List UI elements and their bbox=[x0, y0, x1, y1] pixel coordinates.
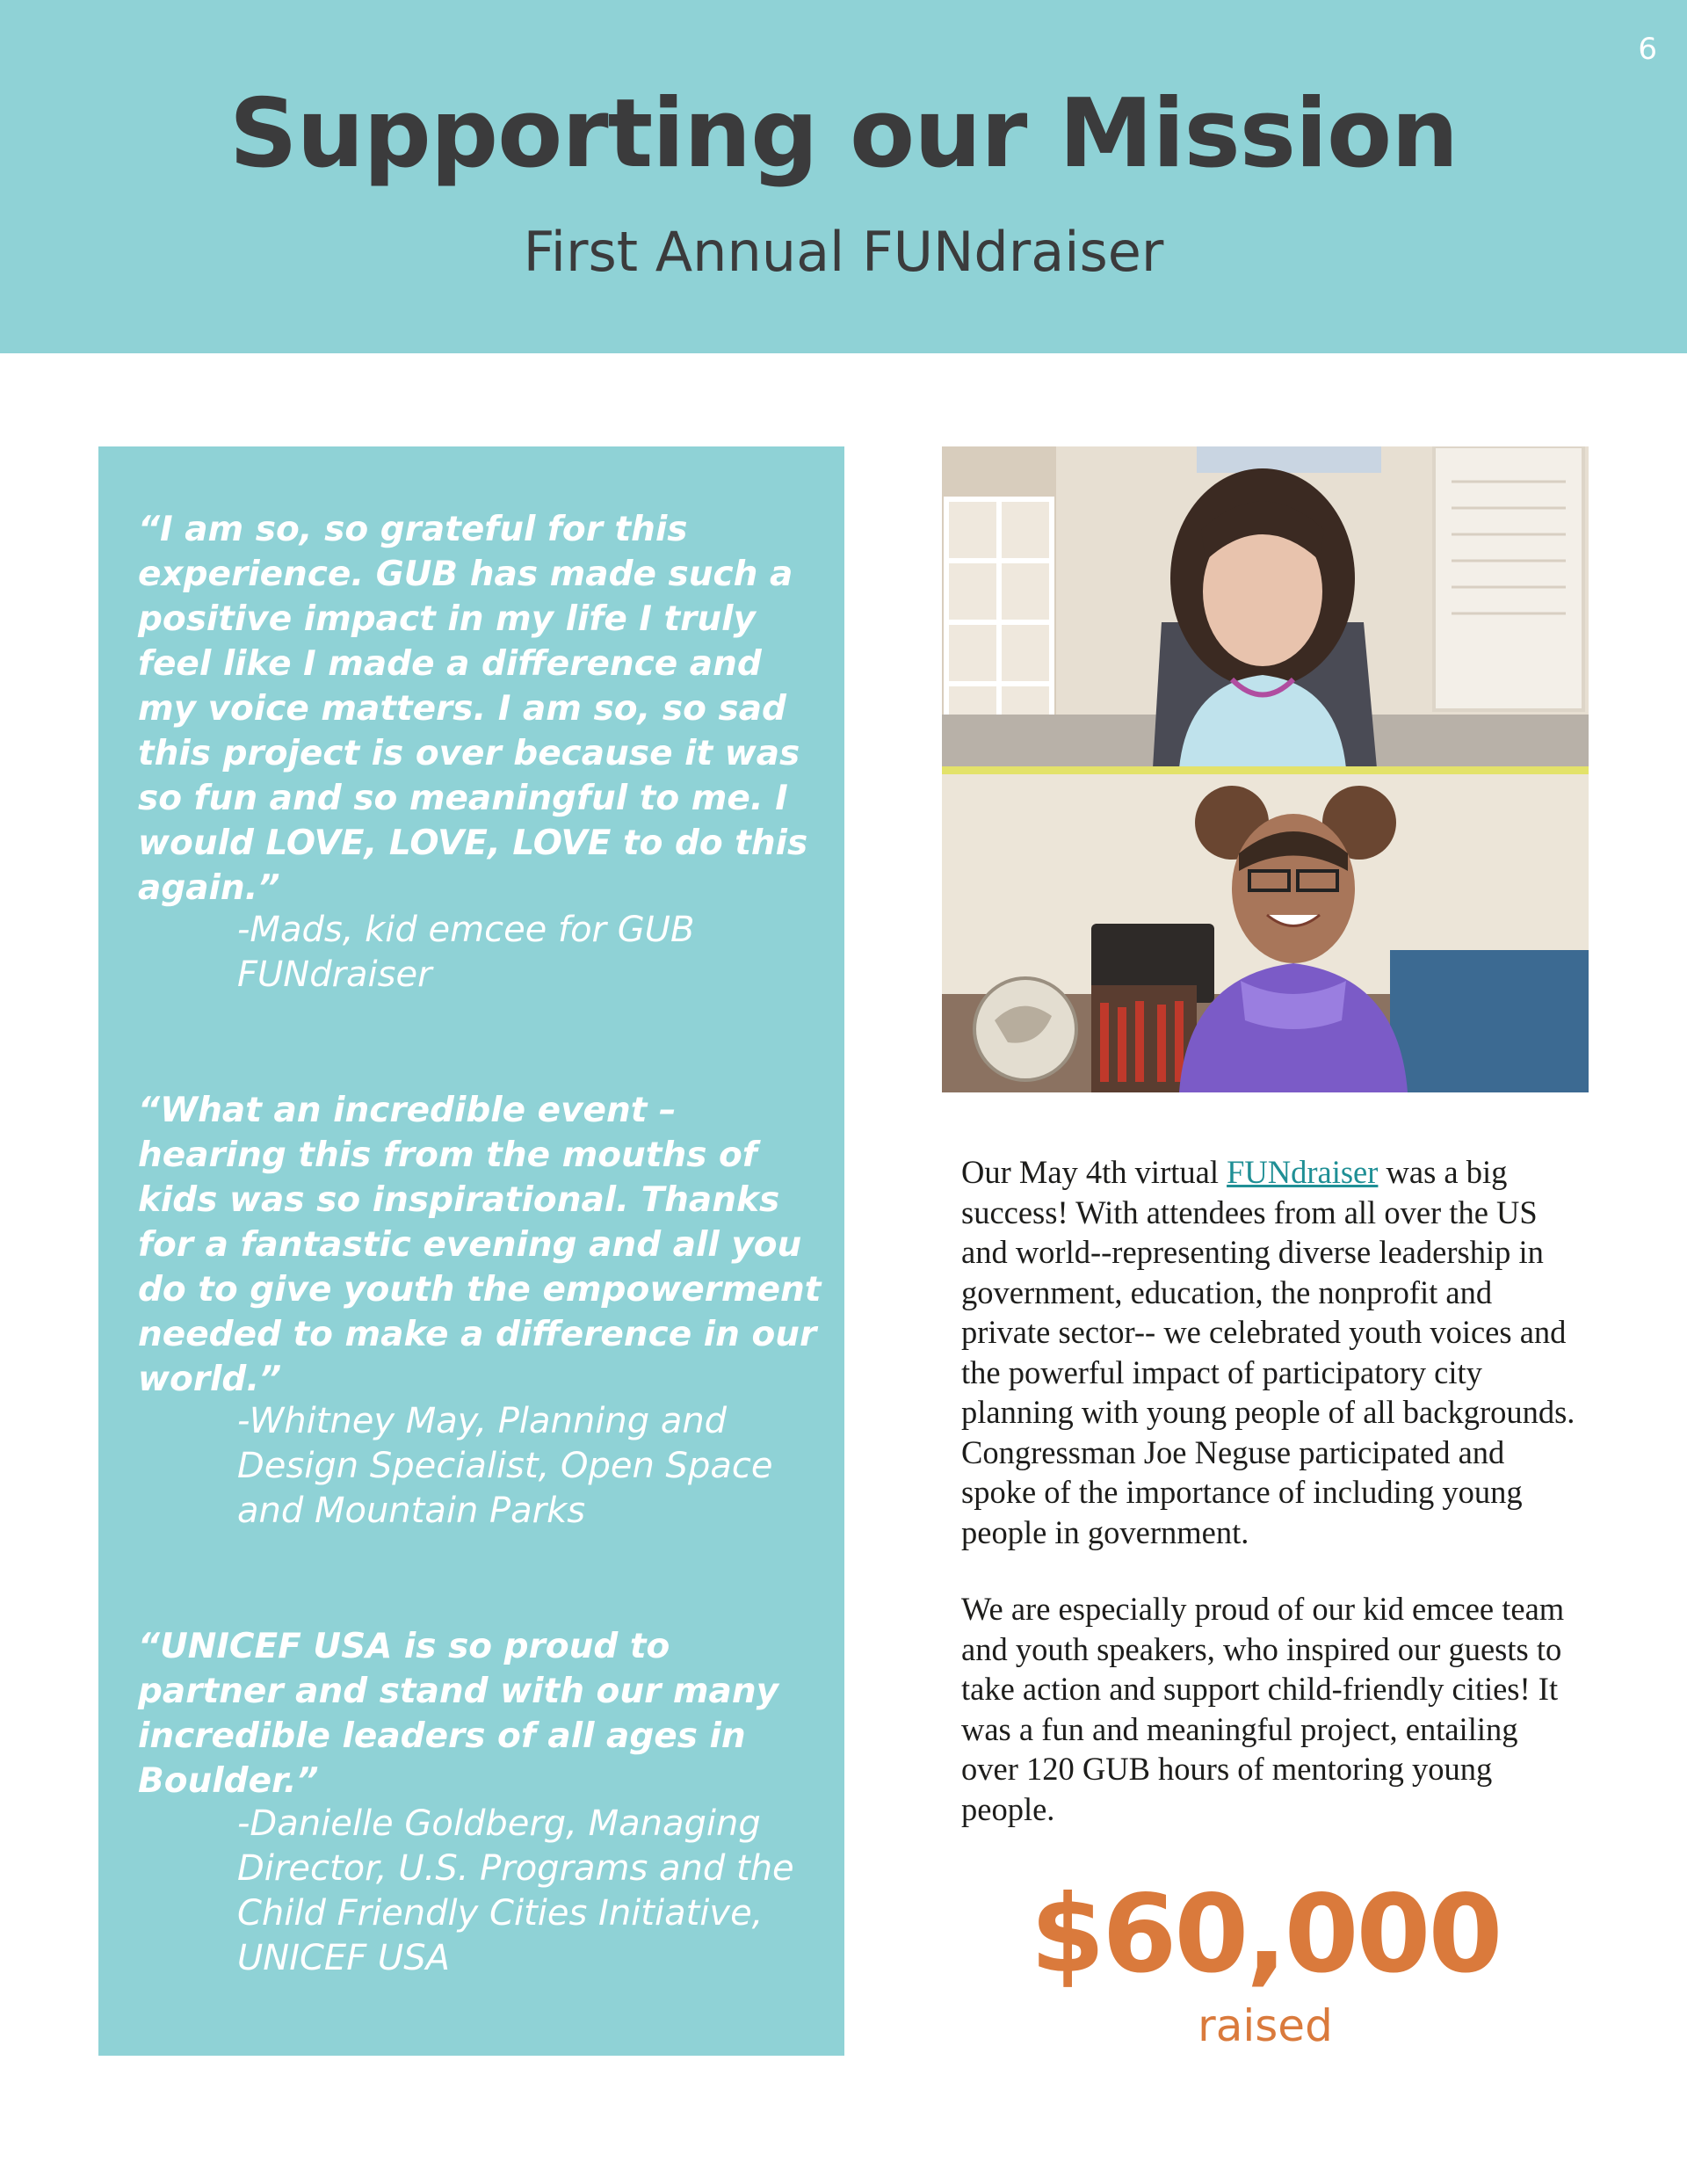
fundraiser-link[interactable]: FUNdraiser bbox=[1227, 1154, 1379, 1190]
testimonial-quote: “I am so, so grateful for this experience. GUB has made such a positive impact in my life I truly feel like I made a difference and my voice matters. I am so, so sad this project is over because it was so fun and so meaningful to me. I would LOVE, LOVE, LOVE to do this again.” bbox=[138, 510, 808, 908]
testimonial-quote: “What an incredible event – hearing this from the mouths of kids was so inspirational. Thanks for a fantastic evening and all you do to give youth the empowerment needed to make a difference in our world.” bbox=[138, 1091, 822, 1399]
amount-raised: $60,000 bbox=[1030, 1872, 1501, 1997]
testimonial-quote: “UNICEF USA is so proud to partner and stand with our many incredible leaders of all ages in Boulder.” bbox=[138, 1627, 779, 1801]
testimonial-attribution: -Danielle Goldberg, Managing Director, U.S. Programs and the Child Friendly Cities Initiative, UNICEF USA bbox=[237, 1803, 794, 1978]
page-subtitle: First Annual FUNdraiser bbox=[523, 220, 1164, 284]
video-call-photo-top bbox=[942, 446, 1589, 768]
paragraph-text: Our May 4th virtual bbox=[961, 1154, 1227, 1190]
header-banner bbox=[0, 0, 1687, 353]
video-call-photo-bottom bbox=[942, 774, 1589, 1092]
fundraiser-summary-paragraph bbox=[961, 1152, 1576, 1552]
testimonial-attribution: -Mads, kid emcee for GUB FUNdraiser bbox=[237, 910, 695, 995]
testimonial-attribution: -Whitney May, Planning and Design Specialist, Open Space and Mountain Parks bbox=[237, 1401, 773, 1531]
photo-divider bbox=[942, 766, 1589, 774]
kid-emcee-paragraph: We are especially proud of our kid emcee team and youth speakers, who inspired our guests to take action and support child-friendly cities! It was a fun and meaningful project, entailing over 120 GUB hours of mentoring young people. bbox=[961, 1591, 1565, 1827]
page-number: 6 bbox=[1638, 32, 1657, 67]
page-title: Supporting our Mission bbox=[228, 79, 1459, 189]
testimonials-panel bbox=[98, 446, 844, 2056]
amount-raised-label: raised bbox=[1198, 2000, 1333, 2051]
paragraph-text: was a big success! With attendees from all over the US and world--representing diverse leadership in government, education, the nonprofit and private sector-- we celebrated youth voices and the powerful impact of participatory city planning with young people of all backgrounds. Congressman Joe Neguse participated and spoke of the importance of including young people in government. bbox=[961, 1154, 1575, 1550]
